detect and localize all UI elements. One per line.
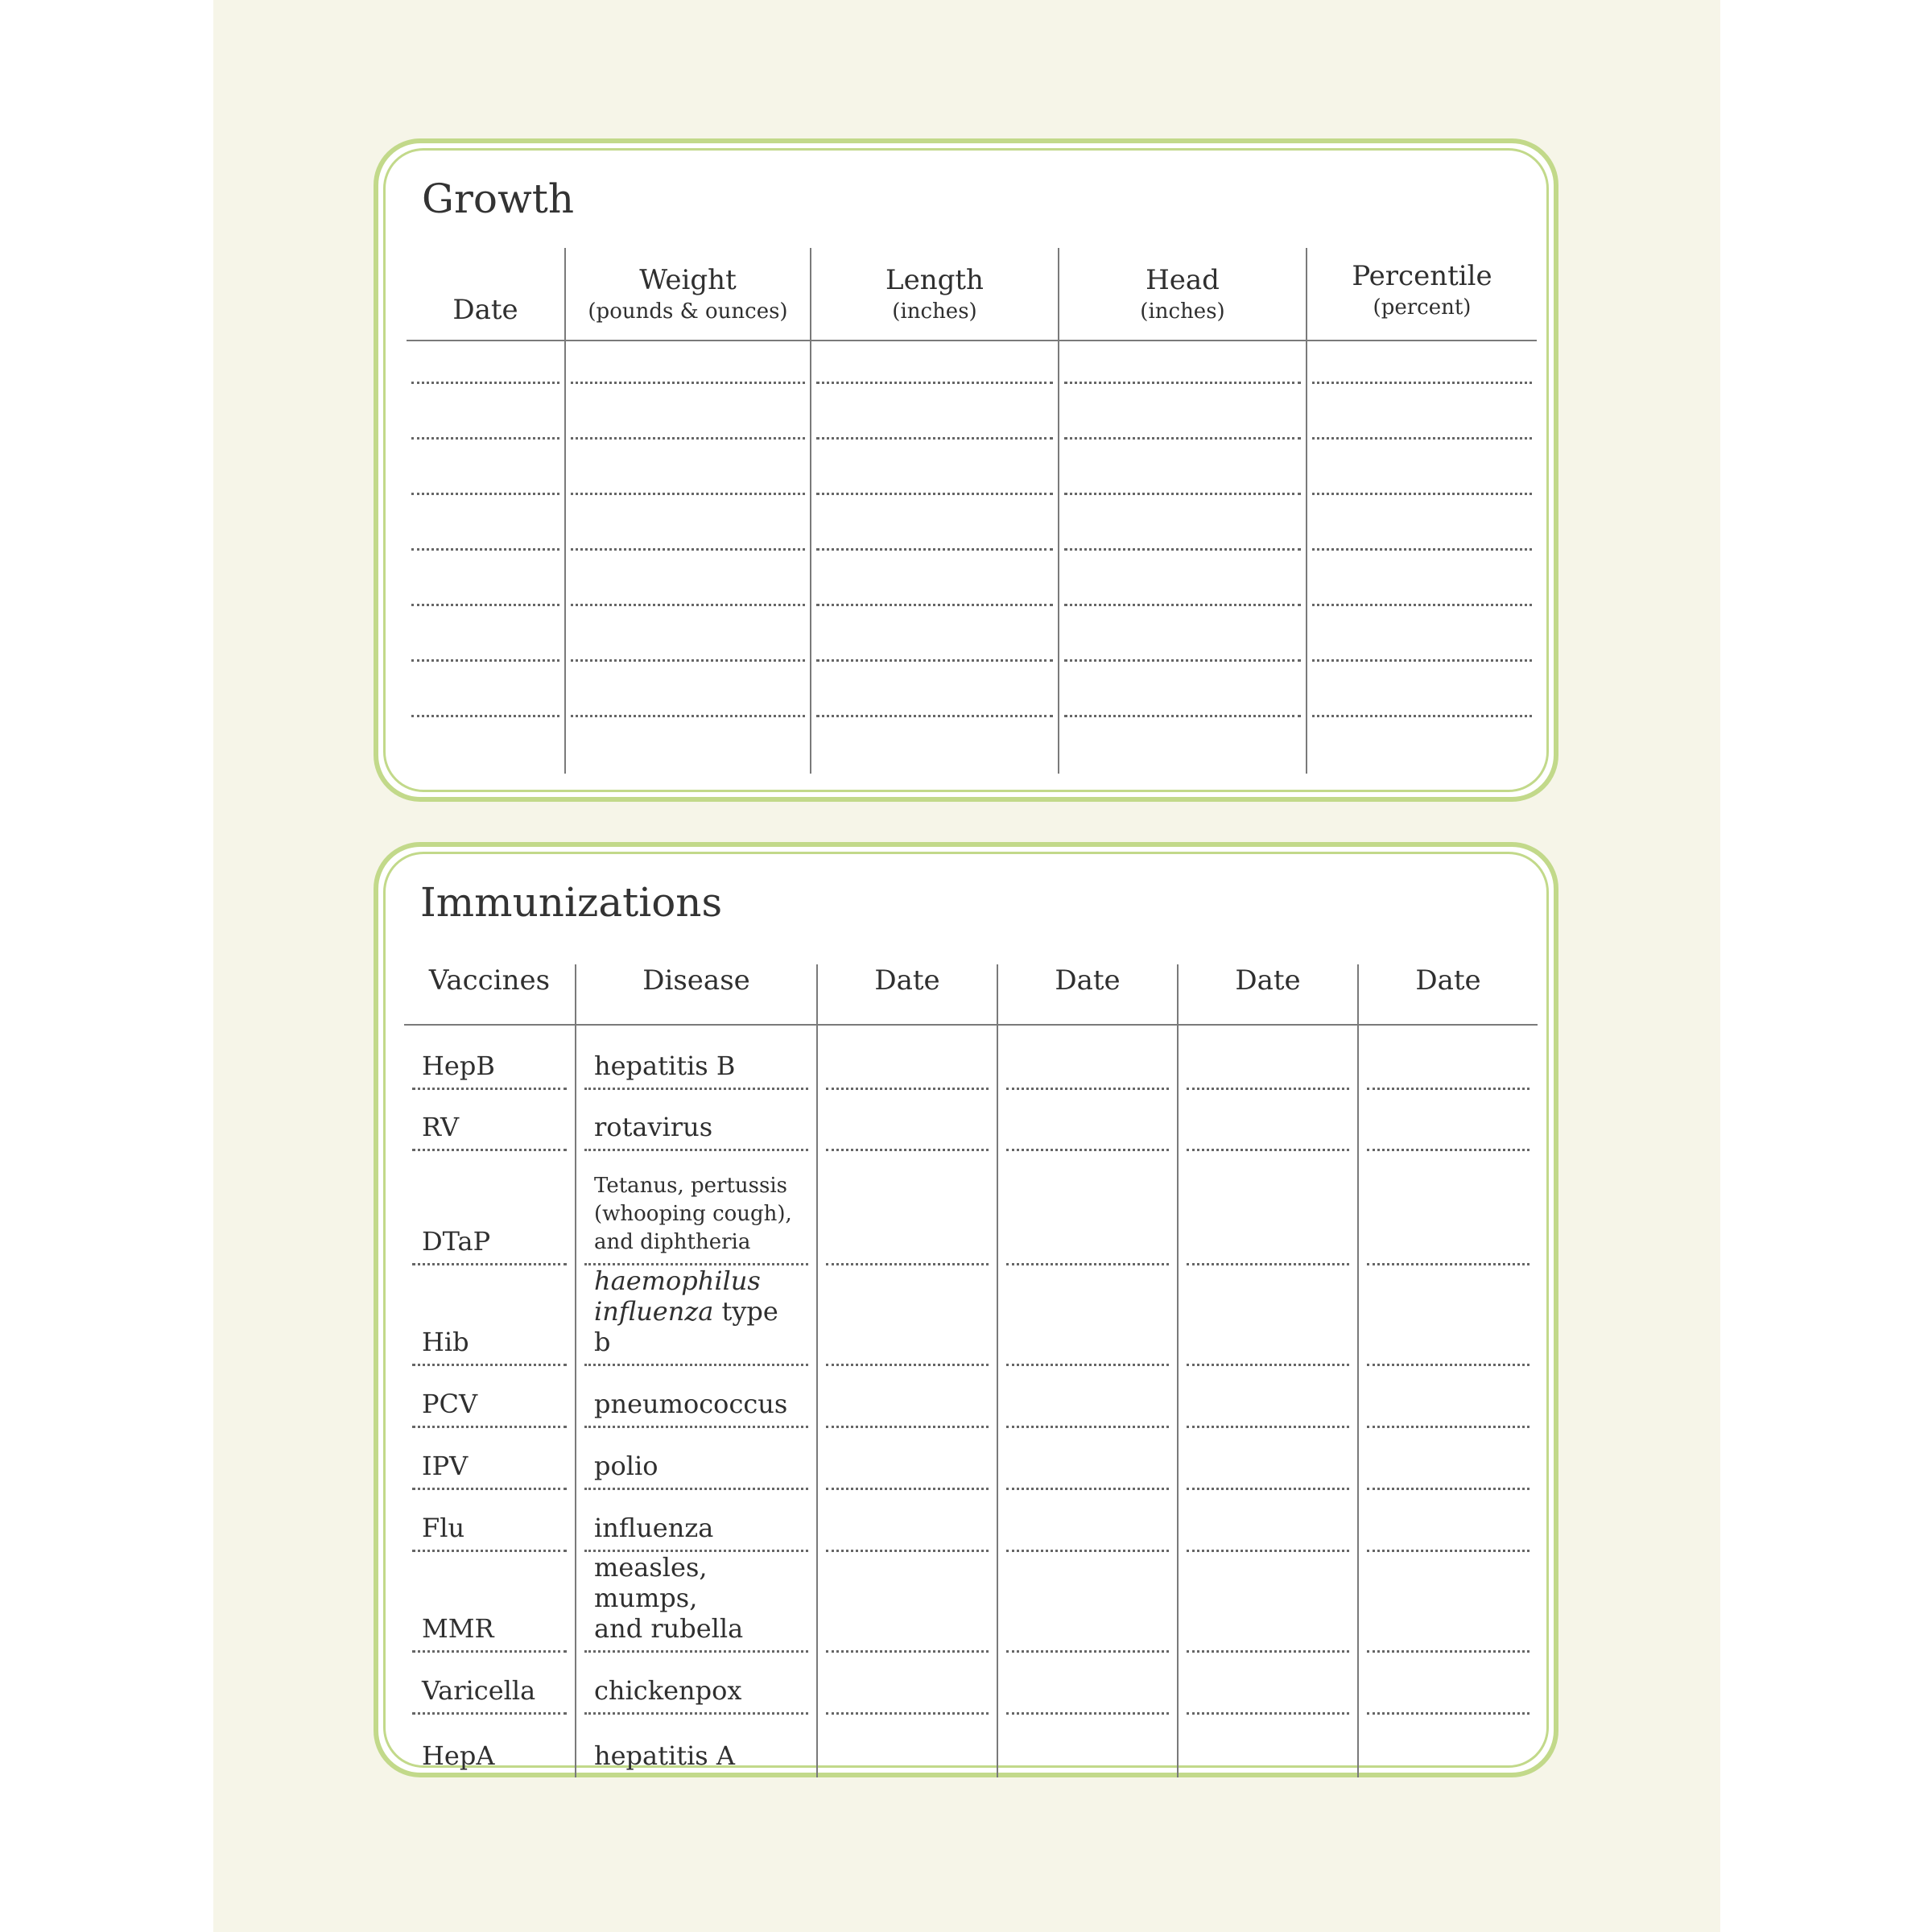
length-blank[interactable] xyxy=(816,437,1053,440)
length-blank[interactable] xyxy=(816,382,1053,384)
vaccine-name: Flu xyxy=(422,1513,465,1543)
weight-blank[interactable] xyxy=(571,604,805,606)
disease-name: pneumococcus xyxy=(594,1389,788,1419)
percentile-blank[interactable] xyxy=(1312,604,1532,606)
growth-entry-row xyxy=(407,675,1537,730)
length-blank[interactable] xyxy=(816,493,1053,495)
col-date-1: Date xyxy=(817,964,997,1025)
percentile-blank[interactable] xyxy=(1312,715,1532,717)
col-vaccines: Vaccines xyxy=(404,964,576,1025)
vaccine-row-hib xyxy=(404,1265,1538,1366)
vaccine-row-pcv xyxy=(404,1366,1538,1428)
growth-col-date: Date xyxy=(407,248,565,341)
date-blank[interactable] xyxy=(411,715,559,717)
date-blank[interactable] xyxy=(411,659,559,662)
percentile-blank[interactable] xyxy=(1312,548,1532,551)
vaccine-row-mmr xyxy=(404,1552,1538,1653)
vaccine-row-rv xyxy=(404,1090,1538,1151)
length-blank[interactable] xyxy=(816,604,1053,606)
vaccine-row-flu xyxy=(404,1490,1538,1552)
weight-blank[interactable] xyxy=(571,382,805,384)
weight-blank[interactable] xyxy=(571,437,805,440)
disease-name: hepatitis B xyxy=(594,1051,736,1081)
growth-col-head: Head (inches) xyxy=(1059,248,1307,341)
vaccine-row-hepb xyxy=(404,1025,1538,1090)
vaccine-name: RV xyxy=(422,1112,460,1142)
disease-name: rotavirus xyxy=(594,1112,713,1142)
immunizations-card xyxy=(374,842,1558,1777)
growth-padding-row xyxy=(407,730,1537,774)
disease-name: hepatitis A xyxy=(594,1740,735,1771)
vaccine-name: IPV xyxy=(422,1451,469,1481)
disease-name: Tetanus, pertussis (whooping cough), and diphtheria xyxy=(594,1174,792,1254)
vaccine-name: DTaP xyxy=(422,1226,491,1257)
head-blank[interactable] xyxy=(1064,548,1301,551)
vaccine-row-varicella xyxy=(404,1653,1538,1715)
date-blank[interactable] xyxy=(411,548,559,551)
col-date-3: Date xyxy=(1178,964,1358,1025)
immunizations-table xyxy=(404,964,1538,1777)
growth-entry-row xyxy=(407,508,1537,564)
growth-col-length: Length (inches) xyxy=(811,248,1059,341)
vaccine-name: HepB xyxy=(422,1051,495,1081)
growth-entry-row xyxy=(407,619,1537,675)
immunizations-header-row xyxy=(404,964,1538,1025)
disease-name: haemophilus influenza type b xyxy=(594,1265,778,1357)
vaccine-name: MMR xyxy=(422,1613,494,1644)
vaccine-name: Varicella xyxy=(422,1675,536,1706)
date-blank[interactable] xyxy=(411,437,559,440)
growth-col-percentile: Percentile (percent) xyxy=(1307,248,1537,341)
weight-blank[interactable] xyxy=(571,493,805,495)
disease-name: polio xyxy=(594,1451,658,1481)
immunizations-title: Immunizations xyxy=(420,879,723,926)
percentile-blank[interactable] xyxy=(1312,659,1532,662)
col-date-4: Date xyxy=(1358,964,1538,1025)
growth-title: Growth xyxy=(422,175,575,222)
vaccine-row-dtap xyxy=(404,1151,1538,1265)
growth-entry-row xyxy=(407,397,1537,452)
vaccine-name: HepA xyxy=(422,1740,495,1771)
date-blank[interactable] xyxy=(411,604,559,606)
percentile-blank[interactable] xyxy=(1312,382,1532,384)
date-blank[interactable] xyxy=(411,382,559,384)
disease-name: chickenpox xyxy=(594,1675,742,1706)
length-blank[interactable] xyxy=(816,548,1053,551)
vaccine-row-ipv xyxy=(404,1428,1538,1490)
col-date-2: Date xyxy=(997,964,1178,1025)
growth-card xyxy=(374,138,1558,802)
head-blank[interactable] xyxy=(1064,659,1301,662)
date-blank[interactable] xyxy=(411,493,559,495)
length-blank[interactable] xyxy=(816,659,1053,662)
disease-name: measles, mumps, and rubella xyxy=(594,1552,744,1644)
growth-entry-row xyxy=(407,452,1537,508)
vaccine-name: Hib xyxy=(422,1327,469,1357)
head-blank[interactable] xyxy=(1064,715,1301,717)
head-blank[interactable] xyxy=(1064,493,1301,495)
growth-col-weight: Weight (pounds & ounces) xyxy=(565,248,811,341)
growth-entry-row xyxy=(407,341,1537,397)
percentile-blank[interactable] xyxy=(1312,437,1532,440)
vaccine-name: PCV xyxy=(422,1389,478,1419)
growth-entry-row xyxy=(407,564,1537,619)
weight-blank[interactable] xyxy=(571,715,805,717)
head-blank[interactable] xyxy=(1064,604,1301,606)
growth-header-row xyxy=(407,248,1537,341)
length-blank[interactable] xyxy=(816,715,1053,717)
weight-blank[interactable] xyxy=(571,548,805,551)
growth-table xyxy=(407,248,1537,774)
percentile-blank[interactable] xyxy=(1312,493,1532,495)
head-blank[interactable] xyxy=(1064,437,1301,440)
weight-blank[interactable] xyxy=(571,659,805,662)
disease-name: influenza xyxy=(594,1513,714,1543)
head-blank[interactable] xyxy=(1064,382,1301,384)
vaccine-row-hepa xyxy=(404,1715,1538,1777)
col-disease: Disease xyxy=(576,964,817,1025)
